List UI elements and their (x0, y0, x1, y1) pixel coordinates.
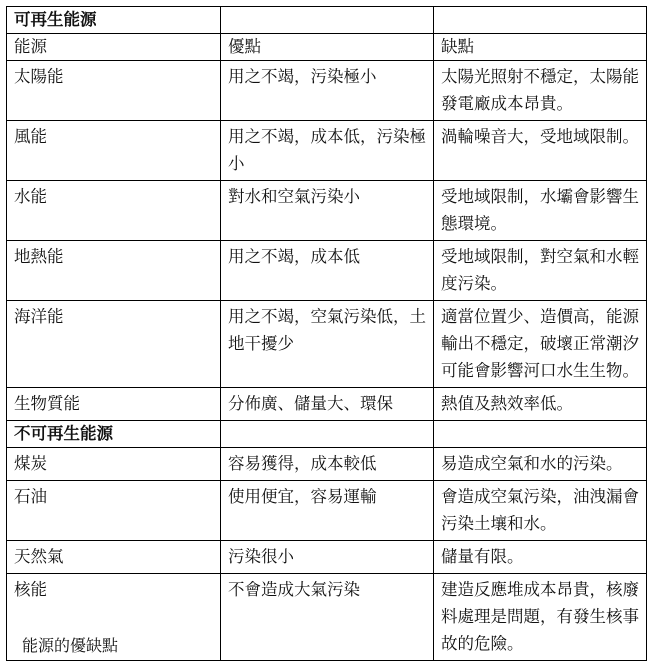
table-row (7, 481, 647, 541)
energy-name: 風能 (7, 121, 221, 181)
energy-pros: 不會造成大氣污染 (221, 574, 434, 661)
energy-cons: 建造反應堆成本昂貴，核廢料處理是問題，有發生核事故的危險。 (434, 574, 647, 661)
energy-cons: 易造成空氣和水的污染。 (434, 448, 647, 481)
table-row (7, 541, 647, 574)
footer-caption: 能源的優缺點 (22, 636, 119, 655)
energy-pros: 容易獲得，成本較低 (221, 448, 434, 481)
energy-cons: 受地域限制，對空氣和水輕度污染。 (434, 241, 647, 301)
energy-name: 地熱能 (7, 241, 221, 301)
energy-comparison-table (6, 6, 647, 661)
empty-cell (221, 421, 434, 448)
energy-name: 天然氣 (7, 541, 221, 574)
table-row (7, 61, 647, 121)
nonrenewable-section-row (7, 421, 647, 448)
energy-pros: 用之不竭，空氣污染低，土地干擾少 (221, 301, 434, 388)
table-row (7, 388, 647, 421)
energy-pros: 使用便宜，容易運輸 (221, 481, 434, 541)
table-row (7, 448, 647, 481)
energy-name: 煤炭 (7, 448, 221, 481)
energy-pros: 用之不竭，成本低 (221, 241, 434, 301)
energy-pros: 用之不竭，污染極小 (221, 61, 434, 121)
energy-cons: 儲量有限。 (434, 541, 647, 574)
energy-pros: 用之不竭，成本低，污染極小 (221, 121, 434, 181)
energy-name: 核能 (7, 574, 221, 661)
energy-pros: 對水和空氣污染小 (221, 181, 434, 241)
header-pros: 優點 (221, 34, 434, 61)
energy-cons: 受地域限制，水壩會影響生態環境。 (434, 181, 647, 241)
table-row (7, 181, 647, 241)
table-row (7, 241, 647, 301)
energy-pros: 分佈廣、儲量大、環保 (221, 388, 434, 421)
energy-name: 海洋能 (7, 301, 221, 388)
nonrenewable-section-title: 不可再生能源 (7, 421, 221, 448)
table-header-row (7, 34, 647, 61)
header-energy: 能源 (7, 34, 221, 61)
empty-cell (434, 421, 647, 448)
energy-name: 石油 (7, 481, 221, 541)
empty-cell (434, 7, 647, 34)
renewable-section-row (7, 7, 647, 34)
energy-cons: 適當位置少、造價高，能源輸出不穩定，破壞正常潮汐可能會影響河口水生生物。 (434, 301, 647, 388)
energy-cons: 太陽光照射不穩定，太陽能發電廠成本昂貴。 (434, 61, 647, 121)
energy-pros: 污染很小 (221, 541, 434, 574)
renewable-section-title: 可再生能源 (7, 7, 221, 34)
energy-name: 水能 (7, 181, 221, 241)
energy-cons: 渦輪噪音大，受地域限制。 (434, 121, 647, 181)
header-cons: 缺點 (434, 34, 647, 61)
energy-name: 生物質能 (7, 388, 221, 421)
table-row (7, 301, 647, 388)
empty-cell (221, 7, 434, 34)
energy-cons: 會造成空氣污染，油洩漏會污染土壤和水。 (434, 481, 647, 541)
energy-cons: 熱值及熱效率低。 (434, 388, 647, 421)
energy-name: 太陽能 (7, 61, 221, 121)
table-row (7, 121, 647, 181)
